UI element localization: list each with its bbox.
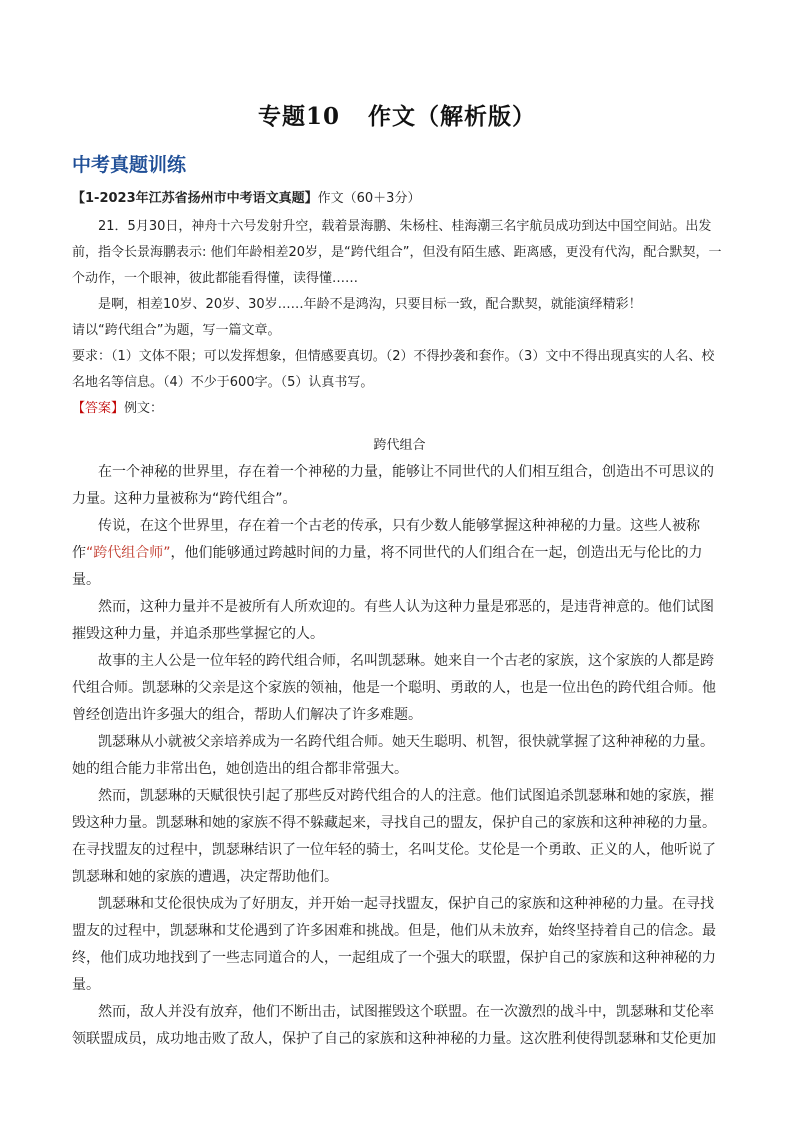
essay-paragraph-3: 然而，这种力量并不是被所有人所欢迎的。有些人认为这种力量是邪恶的，是违背神意的。他们试图摧毁这种力量，并追杀那些掌握它的人。 xyxy=(72,599,714,642)
source-suffix: 作文（60＋3分） xyxy=(317,191,421,206)
highlighted-term: “跨代组合师” xyxy=(86,545,171,561)
essay-paragraph-2-start: 传说，在这个世界里，存在着一个古老的传承，只有少数人能够掌握这种神秘的力量。这些人被称作 xyxy=(72,518,700,561)
essay-paragraph-7: 凯瑟琳和艾伦很快成为了好朋友，并开始一起寻找盟友，保护自己的家族和这种神秘的力量。在寻找盟友的过程中，凯瑟琳和艾伦遇到了许多困难和挑战。但是，他们从未放弃，始终坚持着自己的信念。最终，他们成功地找到了一些志同道合的人，一起组成了一个强大的联盟，保护自己的家族和这种神秘的力量。 xyxy=(72,896,716,993)
essay-paragraph-2 xyxy=(72,513,727,594)
title-topic: 专题10 xyxy=(257,103,340,130)
essay-title: 跨代组合 xyxy=(373,438,426,453)
answer-suffix: 例文： xyxy=(124,401,164,416)
page-title xyxy=(0,98,794,131)
question-source xyxy=(72,186,727,212)
essay-paragraph-5: 凯瑟琳从小就被父亲培养成为一名跨代组合师。她天生聪明、机智，很快就掌握了这种神秘的力量。她的组合能力非常出色，她创造出的组合都非常强大。 xyxy=(72,734,714,777)
question-prompt: 请以“跨代组合”为题，写一篇文章。 xyxy=(72,323,281,338)
essay-paragraph-4: 故事的主人公是一位年轻的跨代组合师，名叫凯瑟琳。她来自一个古老的家族，这个家族的人都是跨代组合师。凯瑟琳的父亲是这个家族的领袖，他是一个聪明、勇敢的人，也是一位出色的跨代组合师。他曾经创造出许多强大的组合，帮助人们解决了许多难题。 xyxy=(72,653,716,723)
essay-paragraph-6: 然而，凯瑟琳的天赋很快引起了那些反对跨代组合的人的注意。他们试图追杀凯瑟琳和她的家族，摧毁这种力量。凯瑟琳和她的家族不得不躲藏起来，寻找自己的盟友，保护自己的家族和这种神秘的力量。在寻找盟友的过程中，凯瑟琳结识了一位年轻的骑士，名叫艾伦。艾伦是一个勇敢、正义的人，他听说了凯瑟琳和她的家族的遭遇，决定帮助他们。 xyxy=(72,788,716,885)
source-bracket: 【1-2023年江苏省扬州市中考语文真题】 xyxy=(72,191,318,206)
question-block xyxy=(72,214,727,422)
essay-paragraph-2-end: ，他们能够通过跨越时间的力量，将不同世代的人们组合在一起，创造出无与伦比的力量。 xyxy=(72,545,703,588)
question-paragraph-2: 是啊，相差10岁、20岁、30岁……年龄不是鸿沟，只要目标一致，配合默契，就能演绎精彩！ xyxy=(98,297,642,312)
answer-label: 【答案】 xyxy=(72,401,125,416)
essay-block xyxy=(72,432,727,1053)
section-heading: 中考真题训练 xyxy=(72,154,187,176)
answer-line xyxy=(72,396,727,422)
essay-paragraph-1: 在一个神秘的世界里，存在着一个神秘的力量，能够让不同世代的人们相互组合，创造出不可思议的力量。这种力量被称为“跨代组合”。 xyxy=(72,464,714,507)
question-requirements: 要求：（1）文体不限；可以发挥想象，但情感要真切。（2）不得抄袭和套作。（3）文中不得出现真实的人名、校名地名等信息。（4）不少于600字。（5）认真书写。 xyxy=(72,349,715,390)
question-paragraph-1: 21．5月30日，神舟十六号发射升空，载着景海鹏、朱杨柱、桂海潮三名宇航员成功到达中国空间站。出发前，指令长景海鹏表示: 他们年龄相差20岁，是“跨代组合”，但没有陌生感、距离感，更没有代沟，配合默契，一个动作，一个眼神，彼此都能看得懂，读得懂…… xyxy=(72,219,722,286)
title-subject: 作文（解析版） xyxy=(368,103,536,130)
essay-paragraph-8: 然而，敌人并没有放弃，他们不断出击，试图摧毁这个联盟。在一次激烈的战斗中，凯瑟琳和艾伦率领联盟成员，成功地击败了敌人，保护了自己的家族和这种神秘的力量。这次胜利使得凯瑟琳和艾伦更加 xyxy=(72,1004,716,1047)
